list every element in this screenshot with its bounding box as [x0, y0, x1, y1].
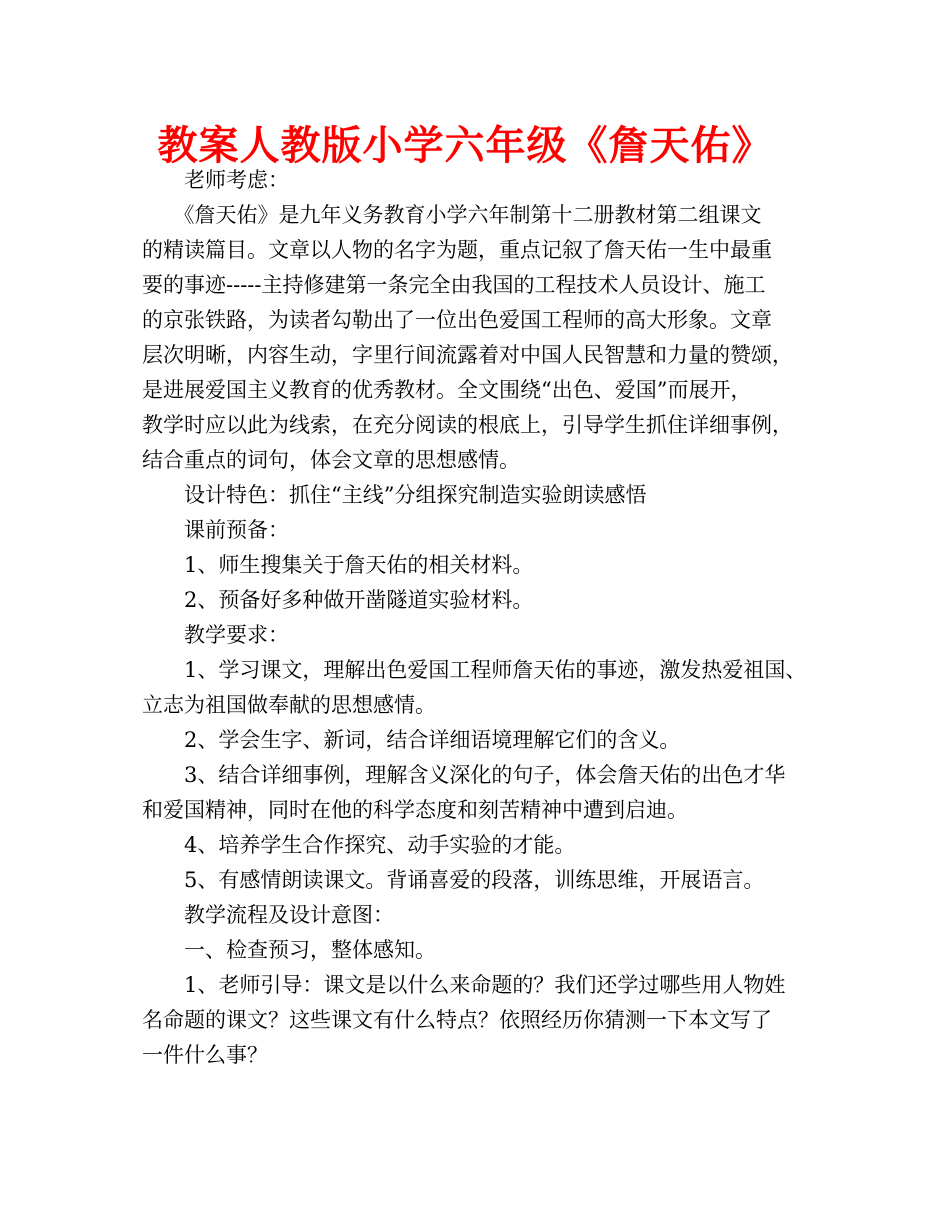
text-line: 的精读篇目。文章以人物的名字为题，重点记叙了詹天佑一生中最重 — [142, 238, 772, 262]
paragraph — [142, 478, 842, 513]
text-line: 名命题的课文？这些课文有什么特点？依照经历你猜测一下本文写了 — [142, 1008, 772, 1032]
text-line: 老师考虑： — [184, 168, 289, 192]
text-line: 2、预备好多种做开凿隧道实验材料。 — [184, 588, 534, 612]
document-title: 教案人教版小学六年级《詹天佑》 — [157, 123, 773, 169]
text-line: 教学流程及设计意图： — [184, 903, 394, 927]
paragraph — [142, 758, 842, 828]
text-line: 1、师生搜集关于詹天佑的相关材料。 — [184, 553, 534, 577]
paragraph — [142, 828, 842, 863]
text-line: 的京张铁路，为读者勾勒出了一位出色爱国工程师的高大形象。文章 — [142, 308, 772, 332]
paragraph — [142, 863, 842, 898]
text-line: 要的事迹-----主持修建第一条完全由我国的工程技术人员设计、施工 — [142, 273, 766, 297]
paragraph — [142, 163, 842, 198]
text-line: 5、有感情朗读课文。背诵喜爱的段落，训练思维，开展语言。 — [184, 868, 765, 892]
paragraph — [142, 653, 842, 723]
text-line: 层次明晰，内容生动，字里行间流露着对中国人民智慧和力量的赞颂， — [142, 343, 793, 367]
paragraph — [142, 198, 842, 478]
text-line: 2、学会生字、新词，结合详细语境理解它们的含义。 — [184, 728, 681, 752]
text-line: 设计特色：抓住“主线”分组探究制造实验朗读感悟 — [184, 483, 647, 507]
paragraph — [142, 548, 842, 583]
paragraph — [142, 968, 842, 1073]
text-line: 课前预备： — [184, 518, 289, 542]
paragraph — [142, 933, 842, 968]
text-line: 教学时应以此为线索，在充分阅读的根底上，引导学生抓住详细事例， — [142, 413, 793, 437]
text-line: 和爱国精神，同时在他的科学态度和刻苦精神中遭到启迪。 — [142, 798, 688, 822]
text-line: 一件什么事？ — [142, 1043, 268, 1067]
text-line: 3、结合详细事例，理解含义深化的句子，体会詹天佑的出色才华 — [142, 763, 786, 787]
paragraph — [142, 898, 842, 933]
text-line: 1、老师引导：课文是以什么来命题的？我们还学过哪些用人物姓 — [142, 973, 786, 997]
paragraph — [142, 723, 842, 758]
text-line: 《詹天佑》是九年义务教育小学六年制第十二册教材第二组课文 — [142, 203, 762, 227]
paragraph — [142, 583, 842, 618]
paragraph — [142, 618, 842, 653]
text-line: 是进展爱国主义教育的优秀教材。全文围绕“出色、爱国”而展开， — [142, 378, 752, 402]
text-line: 结合重点的词句，体会文章的思想感情。 — [142, 448, 520, 472]
text-line: 一、检查预习，整体感知。 — [184, 938, 436, 962]
document-body — [142, 163, 842, 1073]
text-line: 1、学习课文，理解出色爱国工程师詹天佑的事迹，激发热爱祖国、 — [142, 658, 807, 682]
text-line: 4、培养学生合作探究、动手实验的才能。 — [184, 833, 576, 857]
text-line: 教学要求： — [184, 623, 289, 647]
paragraph — [142, 513, 842, 548]
text-line: 立志为祖国做奉献的思想感情。 — [142, 693, 436, 717]
